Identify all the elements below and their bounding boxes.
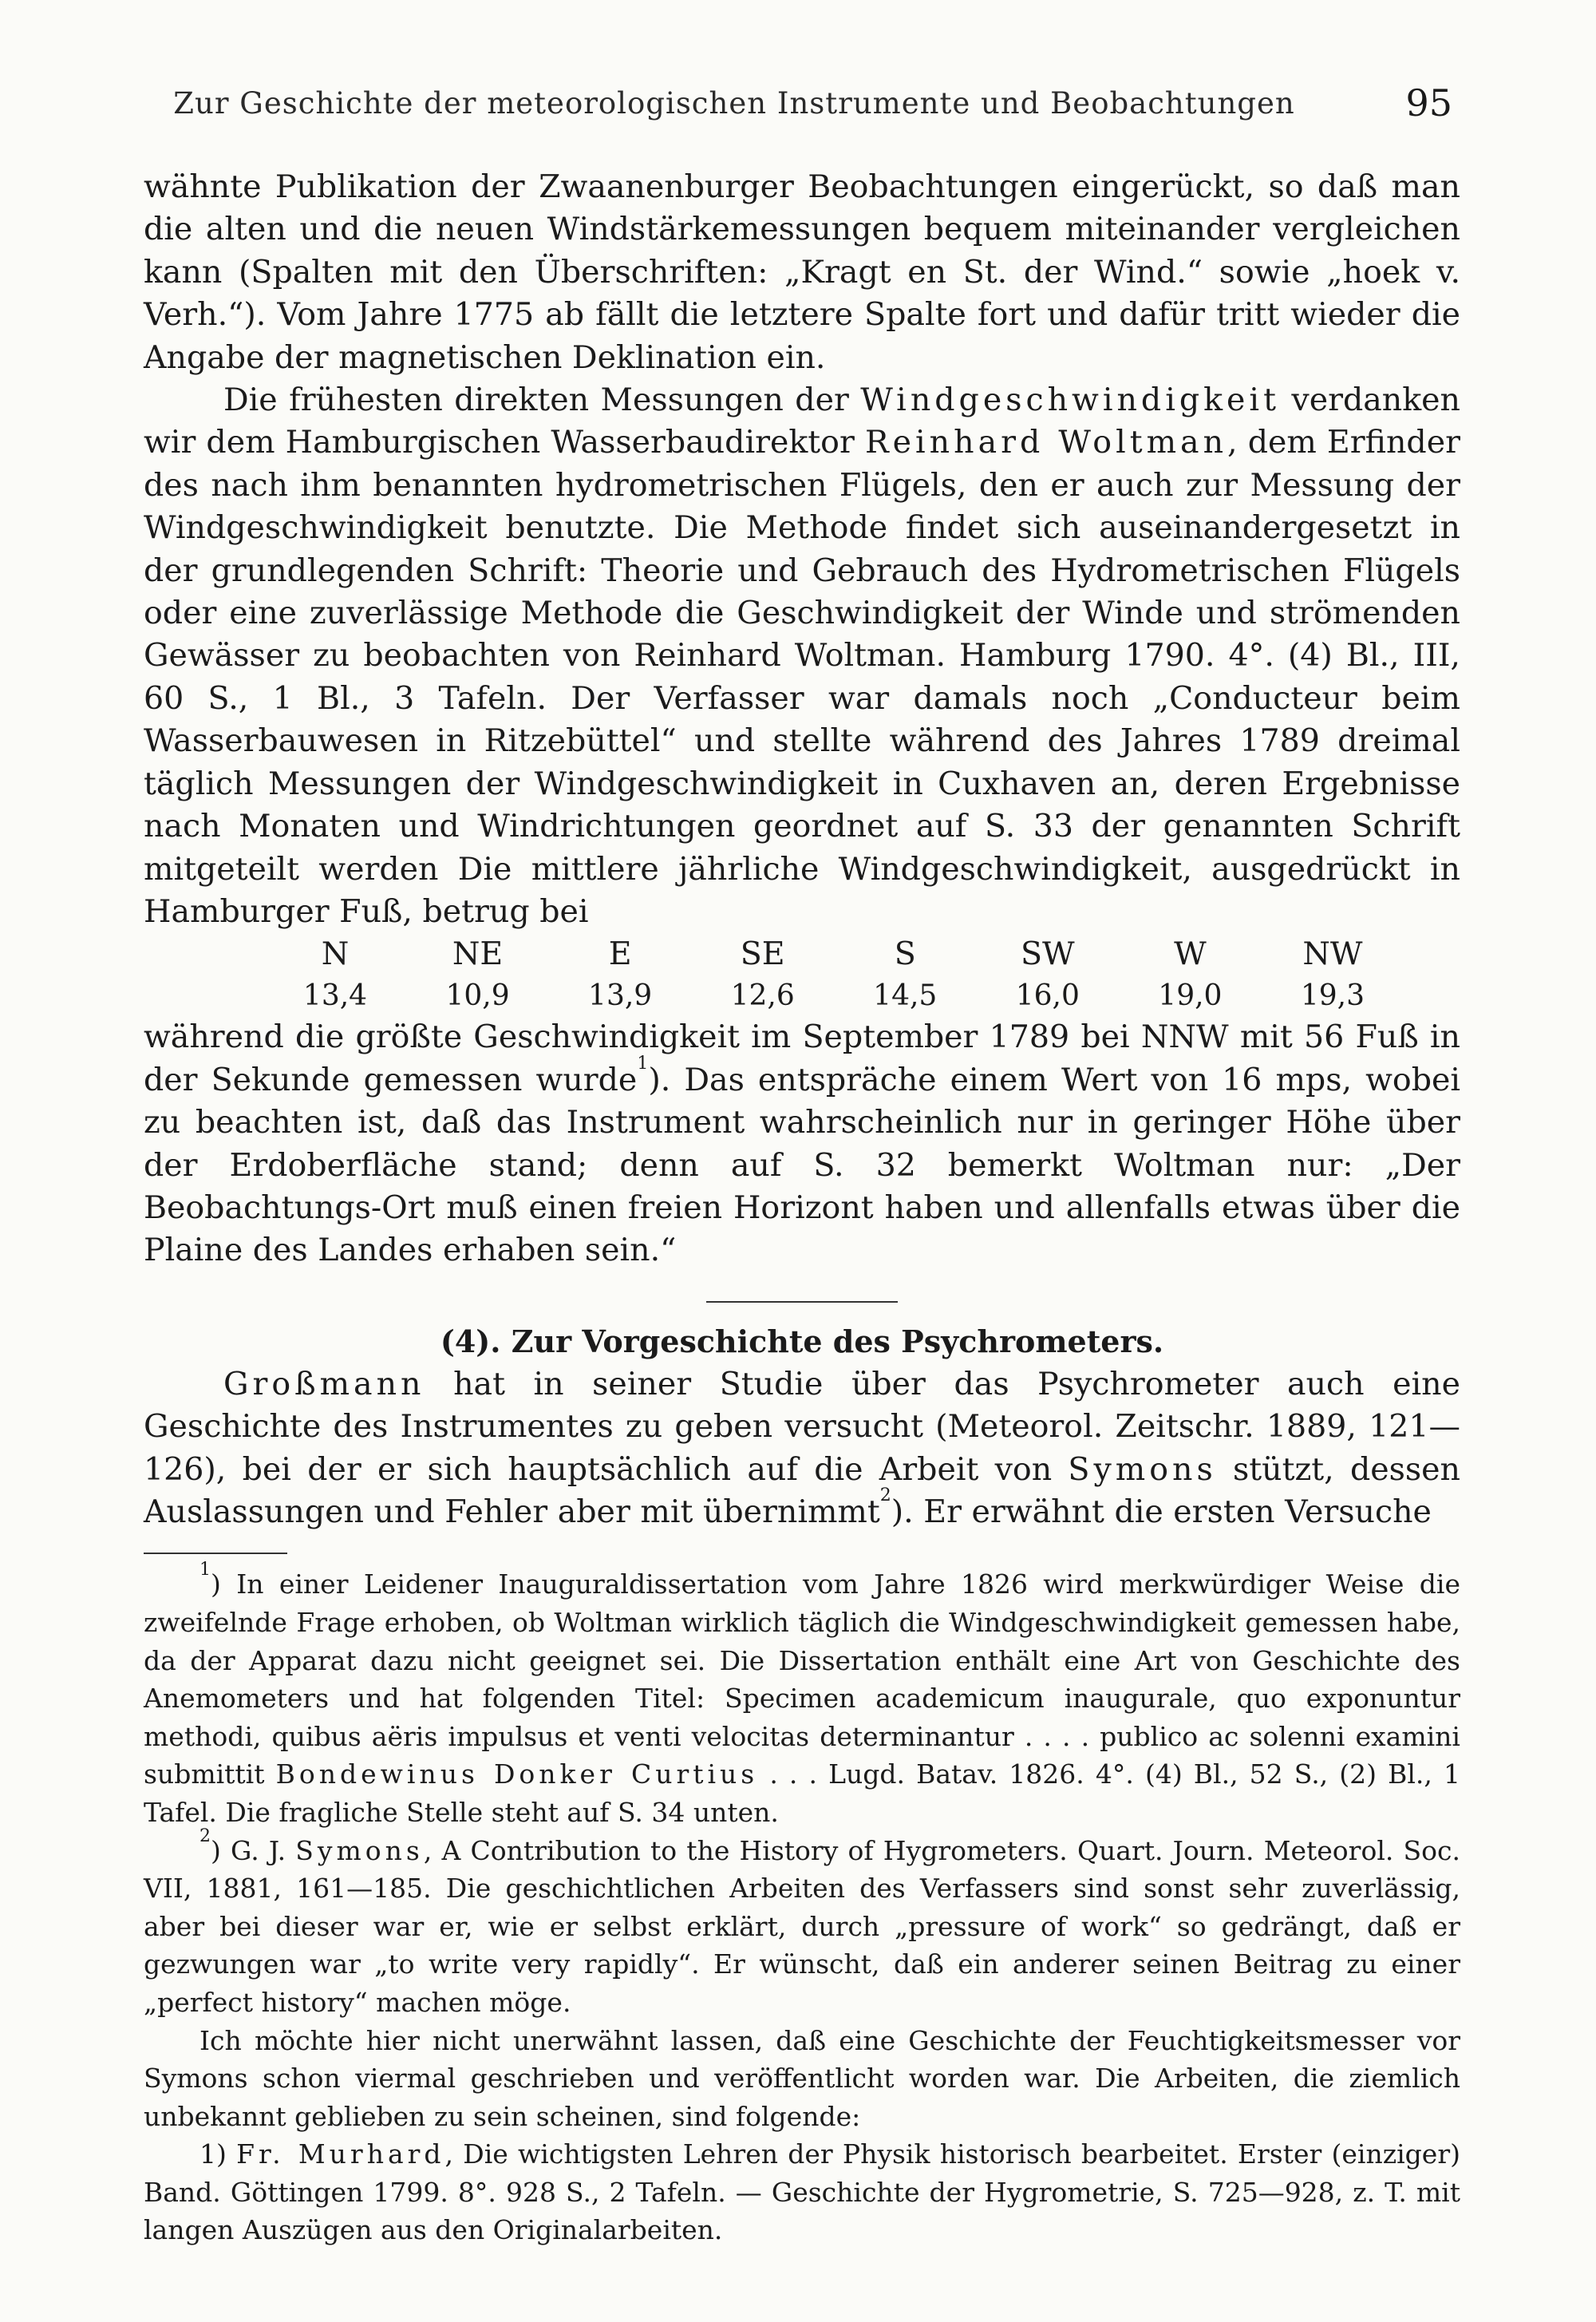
footnote-2-list-item-1: 1) Fr. Murhard, Die wichtigsten Lehren der Physik historisch bearbeitet. Erster (einziger) Band. Göttingen 1799. 8°. 928 S., 2 Tafeln. — Geschichte der Hygrometrie, S. 725—928, z. T. mit langen Auszügen aus den Originalarbeiten. [144, 2138, 1460, 2246]
paragraph-2: Die frühesten direkten Messungen der Windgeschwindigkeit verdanken wir dem Hamburgischen Wasserbaudirektor Reinhard Woltman, dem Erfinder des nach ihm benannten hydrometrischen Flügels, den er auch zur Messung der Windgeschwindigkeit benutzte. Die Methode findet sich auseinandergesetzt in der grundlegenden Schrift: Theorie und Gebrauch des Hydrometrischen Flügels oder eine zuverlässige Methode die Geschwindigkeit der Winde und strömenden Gewässer zu beobachten von Reinhard Woltman. Hamburg 1790. 4°. (4) Bl., III, 60 S., 1 Bl., 3 Tafeln. Der Verfasser war damals noch „Conducteur beim Wasserbauwesen in Ritzebüttel“ und stellte während des Jahres 1789 dreimal täglich Messungen der Windgeschwindigkeit in Cuxhaven an, deren Ergebnisse nach Monaten und Windrichtungen geordnet auf S. 33 der genannten Schrift mitgeteilt werden Die mittlere jährliche Windgeschwindigkeit, ausgedrückt in Hamburger Fuß, betrug bei [144, 382, 1460, 930]
footnote-ref-1: 1 [637, 1053, 649, 1074]
table-cell: 19,3 [1300, 979, 1365, 1013]
footnote-2: $^2$) G. J. Symons, A Contribution to the History of Hygrometers. Quart. Journ. Meteorol. Soc. VII, 1881, 161—185. Die geschichtlichen Arbeiten des Verfassers sind sonst sehr zuverlässig, aber bei dieser war er, wie er selbst erklärt, durch „pressure of work“ so gedrängt, daß er gezwungen war „to write very rapidly“. Er wünscht, daß ein anderer seinen Beitrag zu einer „perfect history“ machen möge. [144, 1826, 1460, 2018]
table-row-directions [144, 933, 1460, 975]
section-title: (4). Zur Vorgeschichte des Psychrometers. [440, 1323, 1164, 1359]
table-cell: S [894, 936, 916, 973]
table-cell: 14,5 [873, 979, 938, 1013]
table-row-values [144, 975, 1460, 1016]
main-text [144, 166, 1460, 2249]
paragraph-1 [144, 166, 1460, 379]
paragraph-3: während die größte Geschwindigkeit im September 1789 bei NNW mit 56 Fuß in der Sekunde gemessen wurde$^1$). Das entspräche einem Wert von 16 mps, wobei zu beachten ist, daß das Instrument wahrscheinlich nur in geringer Höhe über der Erdoberfläche stand; denn auf S. 32 bemerkt Woltman nur: „Der Beobachtungs-Ort muß einen freien Horizont haben und allenfalls etwas über die Plaine des Landes erhaben sein.“ [144, 1019, 1460, 1269]
paragraph-4: Großmann hat in seiner Studie über das Psychrometer auch eine Geschichte des Instrumentes zu geben versucht (Meteorol. Zeitschr. 1889, 121—126), bei der er sich hauptsächlich auf die Arbeit von Symons stützt, dessen Auslassungen und Fehler aber mit übernimmt$^2$). Er erwähnt die ersten Versuche [144, 1365, 1461, 1530]
table-cell: NW [1302, 936, 1363, 973]
table-cell: SW [1020, 936, 1075, 973]
table-cell: 12,6 [730, 979, 795, 1013]
footnote-1: $^1$) In einer Leidener Inauguraldissertation vom Jahre 1826 wird merkwürdiger Weise die zweifelnde Frage erhoben, ob Woltman wirklich täglich die Windgeschwindigkeit gemessen habe, da der Apparat dazu nicht geeignet sei. Die Dissertation enthält eine Art von Geschichte des Anemometers und hat folgenden Titel: Specimen academicum inaugurale, quo exponuntur methodi, quibus aëris impulsus et venti velocitas determinantur . . . . publico ac solenni examini submittit Bondewinus Donker Curtius . . . Lugd. Batav. 1826. 4°. (4) Bl., 52 S., (2) Bl., 1 Tafel. Die fragliche Stelle steht auf S. 34 unten. [144, 1560, 1460, 1828]
wind-speed-table [144, 933, 1460, 1016]
table-cell: 13,9 [588, 979, 653, 1013]
page-number: 95 [1405, 81, 1452, 125]
name-grossmann: Großmann [223, 1365, 425, 1402]
table-cell: 16,0 [1015, 979, 1080, 1013]
section-divider [706, 1301, 898, 1303]
footnote-ref-2: 2 [879, 1485, 891, 1505]
paragraph-1-text: wähnte Publikation der Zwaanenburger Beobachtungen eingerückt, so daß man die alten und die neuen Windstärkemessungen bequem miteinander vergleichen kann (Spalten mit den Überschriften: „Kragt en St. der Wind.“ sowie „hoek v. Verh.“). Vom Jahre 1775 ab fällt die letztere Spalte fort und dafür tritt wieder die Angabe der magnetischen Deklination ein. [144, 168, 1460, 376]
name-symons: Symons [1068, 1450, 1217, 1488]
table-cell: E [608, 936, 632, 973]
table-cell: W [1174, 936, 1207, 973]
footnote-divider [144, 1553, 287, 1554]
footnote-2-continuation: Ich möchte hier nicht unerwähnt lassen, daß eine Geschichte der Feuchtigkeitsmesser vor Symons schon viermal geschrieben und veröffentlicht worden war. Die Arbeiten, die ziemlich unbekannt geblieben zu sein scheinen, sind folgende: [144, 2024, 1460, 2132]
term-windgeschwindigkeit: Windgeschwindigkeit [860, 382, 1280, 419]
page-header [144, 81, 1452, 134]
table-cell: NE [452, 936, 504, 973]
table-cell: 19,0 [1158, 979, 1223, 1013]
table-cell: N [321, 936, 350, 973]
table-cell: 13,4 [302, 979, 368, 1013]
running-head: Zur Geschichte der meteorologischen Instrumente und Beobachtungen [173, 86, 1295, 121]
footnotes [144, 1560, 1460, 2249]
table-cell: 10,9 [445, 979, 510, 1013]
table-cell: SE [740, 936, 785, 973]
name-woltman: Reinhard Woltman [864, 424, 1228, 461]
